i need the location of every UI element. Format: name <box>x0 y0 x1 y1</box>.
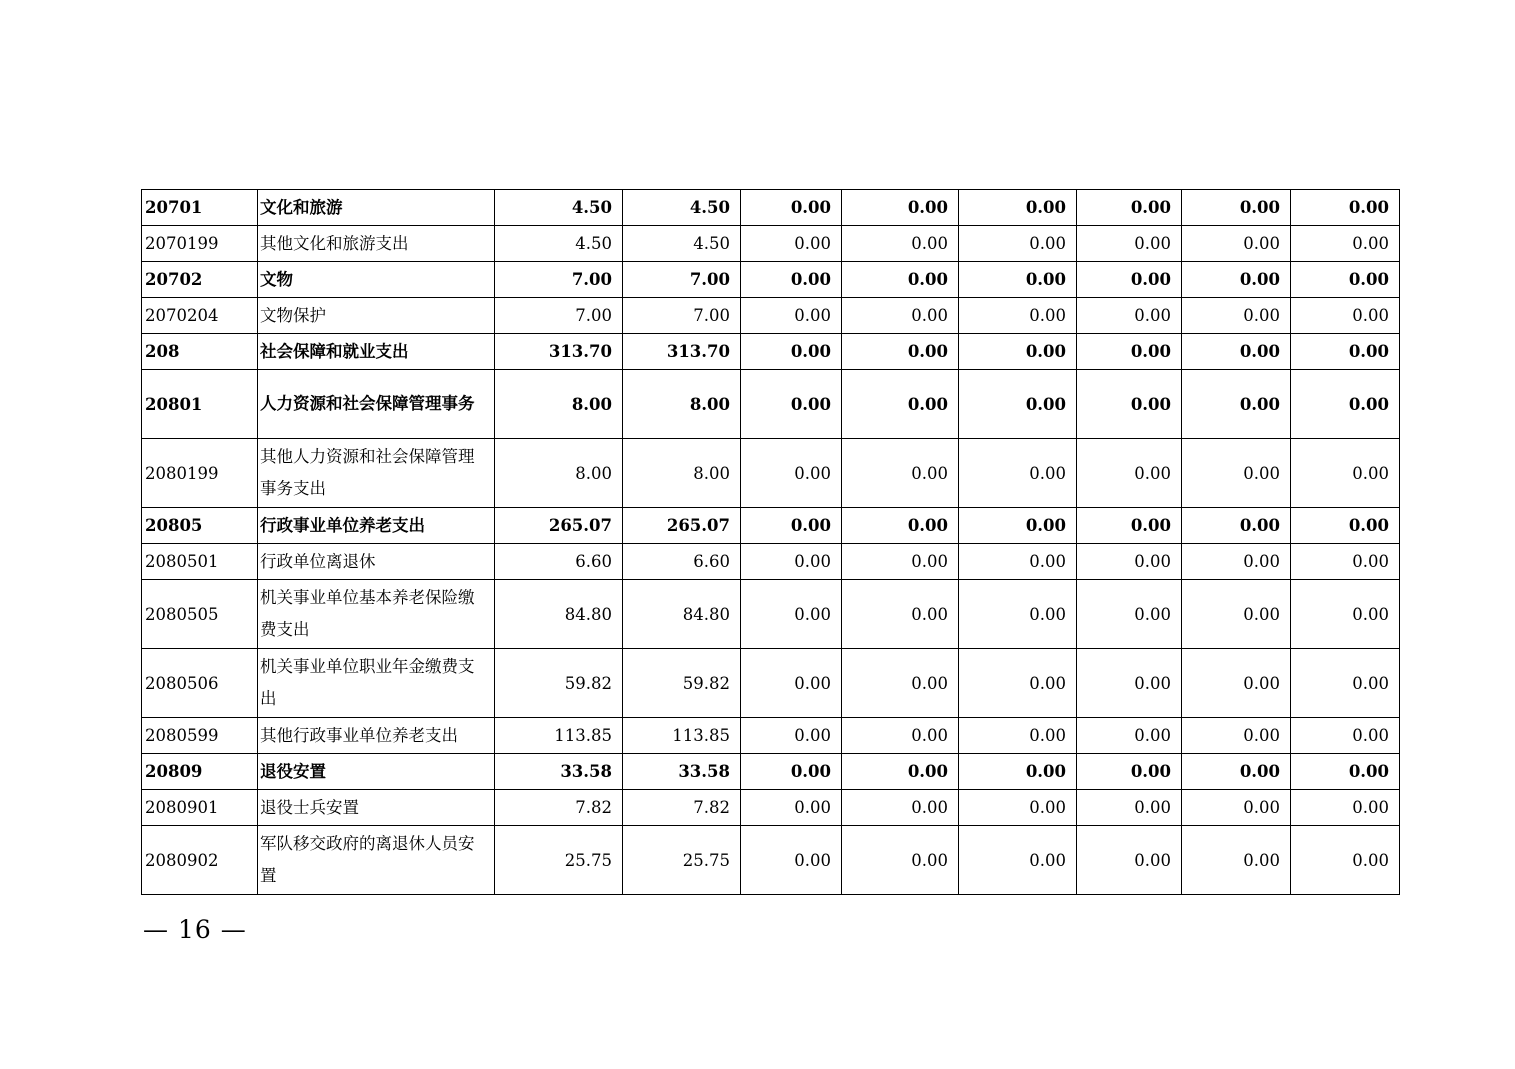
amount-cell: 0.00 <box>959 226 1077 262</box>
subject-name-cell: 文化和旅游 <box>258 190 495 226</box>
subject-name-cell: 机关事业单位基本养老保险缴费支出 <box>258 580 495 649</box>
amount-cell: 7.00 <box>495 262 623 298</box>
amount-cell: 0.00 <box>842 439 959 508</box>
amount-cell: 0.00 <box>959 334 1077 370</box>
amount-cell: 25.75 <box>623 826 741 895</box>
amount-cell: 0.00 <box>1182 190 1291 226</box>
subject-name-cell: 其他文化和旅游支出 <box>258 226 495 262</box>
page-number: — 16 — <box>143 915 247 944</box>
subject-name-cell: 社会保障和就业支出 <box>258 334 495 370</box>
amount-cell: 0.00 <box>1182 370 1291 439</box>
table-row <box>142 826 1400 895</box>
subject-name-cell: 行政事业单位养老支出 <box>258 508 495 544</box>
amount-cell: 0.00 <box>1182 790 1291 826</box>
amount-cell: 0.00 <box>1077 262 1182 298</box>
amount-cell: 0.00 <box>842 190 959 226</box>
amount-cell: 59.82 <box>623 649 741 718</box>
amount-cell: 0.00 <box>959 508 1077 544</box>
amount-cell: 0.00 <box>1077 754 1182 790</box>
subject-name-cell: 行政单位离退休 <box>258 544 495 580</box>
amount-cell: 0.00 <box>842 334 959 370</box>
subject-code-cell: 2080901 <box>142 790 258 826</box>
amount-cell: 33.58 <box>495 754 623 790</box>
amount-cell: 0.00 <box>1291 226 1400 262</box>
subject-code-cell: 20805 <box>142 508 258 544</box>
subject-code-cell: 2080501 <box>142 544 258 580</box>
amount-cell: 0.00 <box>959 754 1077 790</box>
subject-code-cell: 2080505 <box>142 580 258 649</box>
table-row <box>142 190 1400 226</box>
amount-cell: 0.00 <box>842 790 959 826</box>
amount-cell: 313.70 <box>495 334 623 370</box>
amount-cell: 8.00 <box>495 439 623 508</box>
amount-cell: 313.70 <box>623 334 741 370</box>
amount-cell: 6.60 <box>623 544 741 580</box>
table-row <box>142 439 1400 508</box>
amount-cell: 0.00 <box>741 718 842 754</box>
amount-cell: 0.00 <box>741 754 842 790</box>
amount-cell: 0.00 <box>1077 580 1182 649</box>
table-row <box>142 580 1400 649</box>
amount-cell: 0.00 <box>959 190 1077 226</box>
amount-cell: 0.00 <box>1291 754 1400 790</box>
amount-cell: 7.82 <box>495 790 623 826</box>
table-row <box>142 649 1400 718</box>
amount-cell: 0.00 <box>741 226 842 262</box>
amount-cell: 0.00 <box>842 718 959 754</box>
subject-code-cell: 20809 <box>142 754 258 790</box>
amount-cell: 0.00 <box>1291 790 1400 826</box>
amount-cell: 0.00 <box>741 580 842 649</box>
amount-cell: 0.00 <box>741 544 842 580</box>
amount-cell: 0.00 <box>959 370 1077 439</box>
table-body <box>142 190 1400 895</box>
amount-cell: 265.07 <box>495 508 623 544</box>
subject-name-cell: 文物 <box>258 262 495 298</box>
amount-cell: 0.00 <box>1182 544 1291 580</box>
amount-cell: 4.50 <box>495 226 623 262</box>
amount-cell: 8.00 <box>623 439 741 508</box>
table-row <box>142 508 1400 544</box>
amount-cell: 0.00 <box>741 790 842 826</box>
subject-code-cell: 20701 <box>142 190 258 226</box>
amount-cell: 0.00 <box>1291 370 1400 439</box>
amount-cell: 0.00 <box>741 370 842 439</box>
amount-cell: 0.00 <box>1182 649 1291 718</box>
amount-cell: 0.00 <box>1291 190 1400 226</box>
amount-cell: 0.00 <box>1077 718 1182 754</box>
amount-cell: 84.80 <box>623 580 741 649</box>
subject-name-cell: 机关事业单位职业年金缴费支出 <box>258 649 495 718</box>
amount-cell: 0.00 <box>842 580 959 649</box>
amount-cell: 4.50 <box>623 226 741 262</box>
subject-name-cell: 其他人力资源和社会保障管理事务支出 <box>258 439 495 508</box>
amount-cell: 7.00 <box>623 262 741 298</box>
subject-code-cell: 208 <box>142 334 258 370</box>
amount-cell: 0.00 <box>959 580 1077 649</box>
subject-code-cell: 2070204 <box>142 298 258 334</box>
amount-cell: 0.00 <box>1077 826 1182 895</box>
amount-cell: 0.00 <box>1077 649 1182 718</box>
amount-cell: 0.00 <box>842 649 959 718</box>
amount-cell: 0.00 <box>741 649 842 718</box>
amount-cell: 0.00 <box>1182 508 1291 544</box>
amount-cell: 0.00 <box>741 298 842 334</box>
amount-cell: 0.00 <box>842 508 959 544</box>
table-row <box>142 298 1400 334</box>
amount-cell: 265.07 <box>623 508 741 544</box>
amount-cell: 0.00 <box>1077 439 1182 508</box>
amount-cell: 0.00 <box>741 262 842 298</box>
amount-cell: 4.50 <box>623 190 741 226</box>
amount-cell: 0.00 <box>1077 334 1182 370</box>
table-row <box>142 754 1400 790</box>
amount-cell: 7.00 <box>623 298 741 334</box>
amount-cell: 0.00 <box>959 544 1077 580</box>
amount-cell: 0.00 <box>959 439 1077 508</box>
amount-cell: 0.00 <box>842 544 959 580</box>
table-row <box>142 544 1400 580</box>
budget-table <box>141 189 1400 895</box>
subject-code-cell: 2080199 <box>142 439 258 508</box>
amount-cell: 0.00 <box>741 508 842 544</box>
amount-cell: 0.00 <box>842 298 959 334</box>
subject-code-cell: 20702 <box>142 262 258 298</box>
subject-code-cell: 2070199 <box>142 226 258 262</box>
amount-cell: 0.00 <box>1182 298 1291 334</box>
amount-cell: 0.00 <box>1182 439 1291 508</box>
subject-code-cell: 20801 <box>142 370 258 439</box>
table-row <box>142 790 1400 826</box>
amount-cell: 0.00 <box>1077 190 1182 226</box>
amount-cell: 0.00 <box>741 190 842 226</box>
amount-cell: 0.00 <box>1077 298 1182 334</box>
amount-cell: 0.00 <box>1182 826 1291 895</box>
amount-cell: 0.00 <box>1182 754 1291 790</box>
amount-cell: 0.00 <box>741 826 842 895</box>
amount-cell: 0.00 <box>1291 262 1400 298</box>
amount-cell: 113.85 <box>495 718 623 754</box>
subject-name-cell: 其他行政事业单位养老支出 <box>258 718 495 754</box>
amount-cell: 0.00 <box>1182 718 1291 754</box>
amount-cell: 0.00 <box>1182 226 1291 262</box>
amount-cell: 0.00 <box>959 826 1077 895</box>
amount-cell: 0.00 <box>1077 544 1182 580</box>
amount-cell: 0.00 <box>842 370 959 439</box>
subject-code-cell: 2080599 <box>142 718 258 754</box>
table-row <box>142 370 1400 439</box>
amount-cell: 0.00 <box>1077 226 1182 262</box>
amount-cell: 0.00 <box>1291 544 1400 580</box>
amount-cell: 0.00 <box>1077 370 1182 439</box>
amount-cell: 0.00 <box>842 754 959 790</box>
amount-cell: 0.00 <box>959 649 1077 718</box>
amount-cell: 8.00 <box>495 370 623 439</box>
table-row <box>142 718 1400 754</box>
amount-cell: 0.00 <box>1182 262 1291 298</box>
subject-name-cell: 退役士兵安置 <box>258 790 495 826</box>
amount-cell: 59.82 <box>495 649 623 718</box>
amount-cell: 7.82 <box>623 790 741 826</box>
table-row <box>142 334 1400 370</box>
subject-code-cell: 2080506 <box>142 649 258 718</box>
amount-cell: 0.00 <box>959 262 1077 298</box>
table-row <box>142 226 1400 262</box>
amount-cell: 0.00 <box>1291 439 1400 508</box>
subject-name-cell: 退役安置 <box>258 754 495 790</box>
amount-cell: 0.00 <box>1182 334 1291 370</box>
amount-cell: 0.00 <box>1077 790 1182 826</box>
amount-cell: 4.50 <box>495 190 623 226</box>
amount-cell: 8.00 <box>623 370 741 439</box>
amount-cell: 0.00 <box>842 826 959 895</box>
subject-name-cell: 文物保护 <box>258 298 495 334</box>
amount-cell: 0.00 <box>959 790 1077 826</box>
amount-cell: 7.00 <box>495 298 623 334</box>
table-row <box>142 262 1400 298</box>
amount-cell: 0.00 <box>1291 334 1400 370</box>
amount-cell: 0.00 <box>1182 580 1291 649</box>
amount-cell: 113.85 <box>623 718 741 754</box>
amount-cell: 25.75 <box>495 826 623 895</box>
amount-cell: 0.00 <box>1291 826 1400 895</box>
amount-cell: 0.00 <box>959 718 1077 754</box>
amount-cell: 0.00 <box>741 439 842 508</box>
amount-cell: 0.00 <box>1291 718 1400 754</box>
amount-cell: 6.60 <box>495 544 623 580</box>
subject-name-cell: 人力资源和社会保障管理事务 <box>258 370 495 439</box>
subject-code-cell: 2080902 <box>142 826 258 895</box>
amount-cell: 0.00 <box>842 226 959 262</box>
amount-cell: 33.58 <box>623 754 741 790</box>
amount-cell: 0.00 <box>959 298 1077 334</box>
amount-cell: 0.00 <box>741 334 842 370</box>
amount-cell: 84.80 <box>495 580 623 649</box>
amount-cell: 0.00 <box>1291 298 1400 334</box>
amount-cell: 0.00 <box>1291 649 1400 718</box>
amount-cell: 0.00 <box>1291 508 1400 544</box>
amount-cell: 0.00 <box>1077 508 1182 544</box>
amount-cell: 0.00 <box>842 262 959 298</box>
amount-cell: 0.00 <box>1291 580 1400 649</box>
subject-name-cell: 军队移交政府的离退休人员安置 <box>258 826 495 895</box>
